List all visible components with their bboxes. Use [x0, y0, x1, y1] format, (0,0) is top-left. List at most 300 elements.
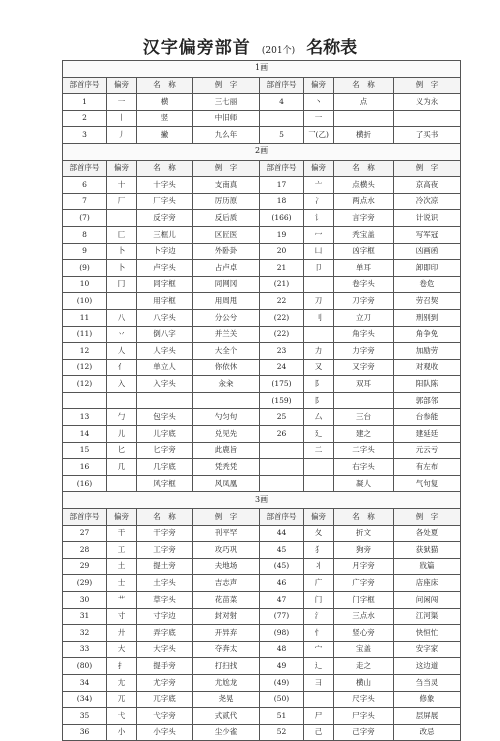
radical-glyph: 阝 — [304, 376, 334, 393]
radical-glyph: 丨 — [107, 110, 137, 127]
stroke-group-row — [63, 143, 461, 160]
radical-glyph — [107, 210, 137, 227]
radical-glyph: 宀 — [304, 641, 334, 658]
radical-number — [260, 110, 304, 127]
radical-name: 风字框 — [137, 475, 193, 492]
example-chars: 式贰代 — [193, 708, 260, 725]
radical-glyph: 刂 — [304, 309, 334, 326]
example-chars: 阳队陈 — [394, 376, 461, 393]
stroke-count-label: 1画 — [63, 61, 461, 78]
radical-number: (98) — [260, 625, 304, 642]
radical-name: 力字旁 — [334, 343, 394, 360]
example-chars: 封对射 — [193, 608, 260, 625]
radical-number: 31 — [63, 608, 107, 625]
radical-name: 狗旁 — [334, 542, 394, 559]
radical-glyph: 凵 — [304, 243, 334, 260]
table-row — [63, 575, 461, 592]
column-header: 名 称 — [137, 77, 193, 94]
example-chars: 有左布 — [394, 459, 461, 476]
radical-number — [260, 442, 304, 459]
radical-glyph: 土 — [107, 558, 137, 575]
radical-name: 卷字头 — [334, 276, 394, 293]
radical-name: 己字旁 — [334, 724, 394, 741]
table-row — [63, 110, 461, 127]
radical-name — [137, 392, 193, 409]
radical-number: 52 — [260, 724, 304, 741]
example-chars: 这边道 — [394, 658, 461, 675]
example-chars: 尘少雀 — [193, 724, 260, 741]
example-chars: 计说识 — [394, 210, 461, 227]
radical-glyph: 夂 — [304, 525, 334, 542]
radical-name: 工字旁 — [137, 542, 193, 559]
table-row — [63, 226, 461, 243]
radical-name: 横折 — [334, 127, 394, 144]
column-header: 部首序号 — [63, 160, 107, 177]
radical-name: 包字头 — [137, 409, 193, 426]
example-chars: 并兰关 — [193, 326, 260, 343]
radical-glyph: 廴 — [304, 426, 334, 443]
table-row — [63, 459, 461, 476]
radical-number: 20 — [260, 243, 304, 260]
example-chars: 劳召契 — [394, 293, 461, 310]
example-chars — [394, 110, 461, 127]
radical-name — [334, 392, 394, 409]
radical-name: 右字头 — [334, 459, 394, 476]
radical-name: 尺字头 — [334, 691, 394, 708]
example-chars: 修象 — [394, 691, 461, 708]
radical-number: 12 — [63, 343, 107, 360]
radical-glyph: 十 — [107, 177, 137, 194]
table-row — [63, 260, 461, 277]
radical-glyph: 犭 — [304, 542, 334, 559]
radical-name: 月字旁 — [334, 558, 394, 575]
radical-glyph: 冫 — [304, 193, 334, 210]
radical-number: 47 — [260, 592, 304, 609]
example-chars: 夫地场 — [193, 558, 260, 575]
radical-number: (9) — [63, 260, 107, 277]
table-row — [63, 708, 461, 725]
radical-glyph: 亠 — [304, 177, 334, 194]
example-chars: 花苗菜 — [193, 592, 260, 609]
radical-name: 倒八字 — [137, 326, 193, 343]
table-row — [63, 193, 461, 210]
radical-number: 29 — [63, 558, 107, 575]
example-chars: 刊平罕 — [193, 525, 260, 542]
radical-glyph: 几 — [107, 459, 137, 476]
table-row — [63, 409, 461, 426]
radical-number: 22 — [260, 293, 304, 310]
column-header: 名 称 — [137, 509, 193, 526]
radical-name: 三框儿 — [137, 226, 193, 243]
radical-number: 16 — [63, 459, 107, 476]
radical-name: 干字旁 — [137, 525, 193, 542]
radical-count: (201个) — [261, 46, 296, 56]
column-header: 偏旁 — [304, 160, 334, 177]
stroke-count-label: 2画 — [63, 143, 461, 160]
radical-glyph — [304, 475, 334, 492]
table-row — [63, 243, 461, 260]
radical-name: 点 — [334, 94, 394, 111]
radical-name: 凝人 — [334, 475, 394, 492]
radical-number: 5 — [260, 127, 304, 144]
radical-glyph: 冖 — [304, 226, 334, 243]
radical-glyph: 厶 — [304, 409, 334, 426]
table-row — [63, 625, 461, 642]
radical-table — [62, 60, 461, 741]
radical-name: 尸字头 — [334, 708, 394, 725]
radical-number: 17 — [260, 177, 304, 194]
example-chars: 三七丽 — [193, 94, 260, 111]
table-row — [63, 641, 461, 658]
radical-name: 又字旁 — [334, 359, 394, 376]
radical-glyph: 扌 — [107, 658, 137, 675]
table-row — [63, 293, 461, 310]
radical-name: 大字头 — [137, 641, 193, 658]
example-chars: 占卢卓 — [193, 260, 260, 277]
title-main: 汉字偏旁部首 — [142, 38, 251, 58]
table-row — [63, 558, 461, 575]
example-chars: 台参能 — [394, 409, 461, 426]
radical-glyph: 勹 — [107, 409, 137, 426]
radical-number: 13 — [63, 409, 107, 426]
radical-name: 宝盖 — [334, 641, 394, 658]
radical-glyph — [304, 691, 334, 708]
radical-glyph: 大 — [107, 641, 137, 658]
radical-glyph: 刀 — [304, 293, 334, 310]
table-row — [63, 442, 461, 459]
table-row — [63, 177, 461, 194]
example-chars: 尤尬龙 — [193, 674, 260, 691]
table-row — [63, 691, 461, 708]
radical-glyph — [107, 475, 137, 492]
radical-number: 2 — [63, 110, 107, 127]
radical-glyph: 卜 — [107, 260, 137, 277]
title-tail: 名称表 — [306, 38, 358, 58]
radical-number: (50) — [260, 691, 304, 708]
radical-glyph: 厂 — [107, 193, 137, 210]
example-chars: 九么年 — [193, 127, 260, 144]
radical-number: (22) — [260, 309, 304, 326]
radical-glyph: 尸 — [304, 708, 334, 725]
radical-number — [63, 392, 107, 409]
radical-glyph: 丿 — [107, 127, 137, 144]
radical-glyph: 匚 — [107, 226, 137, 243]
radical-name: 单耳 — [334, 260, 394, 277]
example-chars: 建延廷 — [394, 426, 461, 443]
radical-number: (29) — [63, 575, 107, 592]
column-header: 部首序号 — [260, 160, 304, 177]
radical-number: (10) — [63, 293, 107, 310]
radical-glyph: 门 — [304, 592, 334, 609]
column-header-row — [63, 77, 461, 94]
stroke-group-row — [63, 492, 461, 509]
example-chars: 郭部邻 — [394, 392, 461, 409]
radical-name: 尤字旁 — [137, 674, 193, 691]
radical-glyph: 忄 — [304, 625, 334, 642]
radical-number: (166) — [260, 210, 304, 227]
example-chars: 加励劳 — [394, 343, 461, 360]
radical-glyph: 入 — [107, 376, 137, 393]
radical-number: 9 — [63, 243, 107, 260]
column-header: 偏旁 — [107, 160, 137, 177]
radical-glyph: 匕 — [107, 442, 137, 459]
radical-glyph: 寸 — [107, 608, 137, 625]
column-header: 名 称 — [137, 160, 193, 177]
example-chars: 大全个 — [193, 343, 260, 360]
radical-glyph: 冂 — [107, 276, 137, 293]
example-chars: 冷次凉 — [394, 193, 461, 210]
example-chars: 反后质 — [193, 210, 260, 227]
example-chars: 卷危 — [394, 276, 461, 293]
radical-name: 反字旁 — [137, 210, 193, 227]
column-header: 例 字 — [193, 160, 260, 177]
radical-number: 48 — [260, 641, 304, 658]
column-header: 例 字 — [193, 509, 260, 526]
example-chars: 刑别到 — [394, 309, 461, 326]
radical-name: 横 — [137, 94, 193, 111]
example-chars: 攻巧巩 — [193, 542, 260, 559]
radical-name: 同字框 — [137, 276, 193, 293]
table-row — [63, 376, 461, 393]
radical-glyph — [304, 276, 334, 293]
radical-glyph: 二 — [304, 442, 334, 459]
column-header: 部首序号 — [63, 509, 107, 526]
radical-glyph: 丷 — [107, 326, 137, 343]
example-chars: 分公兮 — [193, 309, 260, 326]
radical-name: 广字旁 — [334, 575, 394, 592]
radical-name: 双耳 — [334, 376, 394, 393]
radical-glyph: 亻 — [107, 359, 137, 376]
example-chars: 汆籴 — [193, 376, 260, 393]
radical-number: (21) — [260, 276, 304, 293]
radical-number: 32 — [63, 625, 107, 642]
radical-number: (80) — [63, 658, 107, 675]
radical-glyph — [304, 326, 334, 343]
radical-glyph — [107, 392, 137, 409]
radical-name: 提土旁 — [137, 558, 193, 575]
radical-name: 入字头 — [137, 376, 193, 393]
radical-glyph: 一 — [107, 94, 137, 111]
table-row — [63, 326, 461, 343]
example-chars: 问闲闯 — [394, 592, 461, 609]
example-chars: 刍当灵 — [394, 674, 461, 691]
column-header: 部首序号 — [63, 77, 107, 94]
radical-glyph: 弋 — [107, 708, 137, 725]
radical-glyph: 廾 — [107, 625, 137, 642]
table-row — [63, 542, 461, 559]
radical-name: 走之 — [334, 658, 394, 675]
table-row — [63, 475, 461, 492]
column-header: 例 字 — [394, 77, 461, 94]
column-header: 例 字 — [193, 77, 260, 94]
table-row — [63, 94, 461, 111]
radical-glyph: 小 — [107, 724, 137, 741]
radical-name: 刀字旁 — [334, 293, 394, 310]
radical-glyph: 士 — [107, 575, 137, 592]
radical-number: 27 — [63, 525, 107, 542]
radical-glyph: 工 — [107, 542, 137, 559]
radical-name: 言字旁 — [334, 210, 394, 227]
example-chars: 同网冈 — [193, 276, 260, 293]
radical-glyph: 辶 — [304, 658, 334, 675]
example-chars: 元云亏 — [394, 442, 461, 459]
radical-number: 23 — [260, 343, 304, 360]
radical-name: 弋字旁 — [137, 708, 193, 725]
radical-name: 兀字底 — [137, 691, 193, 708]
example-chars: 写军冠 — [394, 226, 461, 243]
radical-glyph: 卩 — [304, 260, 334, 277]
radical-name: 儿字底 — [137, 426, 193, 443]
radical-name: 草字头 — [137, 592, 193, 609]
table-row — [63, 674, 461, 691]
radical-number: (45) — [260, 558, 304, 575]
radical-glyph: 干 — [107, 525, 137, 542]
radical-glyph: 阝 — [304, 392, 334, 409]
radical-number: (159) — [260, 392, 304, 409]
radical-name: 竖 — [137, 110, 193, 127]
table-row — [63, 127, 461, 144]
radical-name — [334, 110, 394, 127]
example-chars: 夺奔太 — [193, 641, 260, 658]
table-row — [63, 608, 461, 625]
example-chars: 支南真 — [193, 177, 260, 194]
column-header: 部首序号 — [260, 509, 304, 526]
radical-number: 36 — [63, 724, 107, 741]
radical-number: 28 — [63, 542, 107, 559]
column-header-row — [63, 160, 461, 177]
radical-name: 撇 — [137, 127, 193, 144]
example-chars: 获狱猫 — [394, 542, 461, 559]
stroke-group-row — [63, 61, 461, 78]
table-row — [63, 210, 461, 227]
table-row — [63, 359, 461, 376]
radical-name: 厂字头 — [137, 193, 193, 210]
table-row — [63, 343, 461, 360]
radical-number: 44 — [260, 525, 304, 542]
example-chars: 戕篇 — [394, 558, 461, 575]
example-chars: 此鹿旨 — [193, 442, 260, 459]
example-chars: 厉历原 — [193, 193, 260, 210]
radical-glyph: 力 — [304, 343, 334, 360]
example-chars: 外卧卦 — [193, 243, 260, 260]
example-chars: 开异弃 — [193, 625, 260, 642]
radical-glyph: 儿 — [107, 426, 137, 443]
example-chars: 吉志声 — [193, 575, 260, 592]
radical-name: 人字头 — [137, 343, 193, 360]
column-header: 部首序号 — [260, 77, 304, 94]
radical-glyph: 彐 — [304, 674, 334, 691]
radical-glyph: 乛(乙) — [304, 127, 334, 144]
radical-number: (175) — [260, 376, 304, 393]
example-chars: 用周甩 — [193, 293, 260, 310]
radical-name: 点横头 — [334, 177, 394, 194]
column-header-row — [63, 509, 461, 526]
example-chars: 风凤凰 — [193, 475, 260, 492]
radical-name: 十字头 — [137, 177, 193, 194]
example-chars: 凭秃凭 — [193, 459, 260, 476]
radical-name: 匕字旁 — [137, 442, 193, 459]
table-row — [63, 658, 461, 675]
stroke-count-label: 3画 — [63, 492, 461, 509]
example-chars: 快恒忙 — [394, 625, 461, 642]
radical-number: 30 — [63, 592, 107, 609]
column-header: 偏旁 — [304, 509, 334, 526]
radical-name: 单立人 — [137, 359, 193, 376]
radical-number: 15 — [63, 442, 107, 459]
radical-name: 卜字边 — [137, 243, 193, 260]
column-header: 偏旁 — [107, 509, 137, 526]
radical-name: 三点水 — [334, 608, 394, 625]
radical-glyph: 又 — [304, 359, 334, 376]
radical-name: 三台 — [334, 409, 394, 426]
example-chars: 安字家 — [394, 641, 461, 658]
example-chars: 打扫找 — [193, 658, 260, 675]
radical-glyph: 一 — [304, 110, 334, 127]
radical-number: 8 — [63, 226, 107, 243]
column-header: 偏旁 — [304, 77, 334, 94]
radical-number: 49 — [260, 658, 304, 675]
example-chars: 凶画函 — [394, 243, 461, 260]
example-chars: 兑见先 — [193, 426, 260, 443]
radical-number: 19 — [260, 226, 304, 243]
radical-name: 立刀 — [334, 309, 394, 326]
radical-name: 门字框 — [334, 592, 394, 609]
radical-number: (12) — [63, 376, 107, 393]
radical-number: 21 — [260, 260, 304, 277]
radical-glyph: 讠 — [304, 210, 334, 227]
radical-number: 10 — [63, 276, 107, 293]
radical-number: 1 — [63, 94, 107, 111]
radical-glyph: 人 — [107, 343, 137, 360]
radical-name: 竖心旁 — [334, 625, 394, 642]
radical-glyph: 丶 — [304, 94, 334, 111]
radical-number: (12) — [63, 359, 107, 376]
radical-number — [260, 459, 304, 476]
page-title — [0, 33, 500, 58]
radical-number: 34 — [63, 674, 107, 691]
example-chars: 义为永 — [394, 94, 461, 111]
radical-glyph: 己 — [304, 724, 334, 741]
radical-number: (22) — [260, 326, 304, 343]
example-chars: 江河渠 — [394, 608, 461, 625]
radical-number: 18 — [260, 193, 304, 210]
example-chars: 你依休 — [193, 359, 260, 376]
radical-number: 11 — [63, 309, 107, 326]
example-chars: 层屏展 — [394, 708, 461, 725]
radical-number: 46 — [260, 575, 304, 592]
radical-glyph — [107, 293, 137, 310]
radical-glyph: 氵 — [304, 608, 334, 625]
example-chars: 改忌 — [394, 724, 461, 741]
table-row — [63, 592, 461, 609]
radical-name: 弄字底 — [137, 625, 193, 642]
radical-number: 3 — [63, 127, 107, 144]
column-header: 名 称 — [334, 77, 394, 94]
column-header: 偏旁 — [107, 77, 137, 94]
radical-glyph: 艹 — [107, 592, 137, 609]
radical-glyph: 卜 — [107, 243, 137, 260]
column-header: 例 字 — [394, 509, 461, 526]
example-chars: 卸即印 — [394, 260, 461, 277]
column-header: 名 称 — [334, 509, 394, 526]
radical-glyph: 丬 — [304, 558, 334, 575]
radical-name: 几字底 — [137, 459, 193, 476]
example-chars — [193, 392, 260, 409]
radical-number: 35 — [63, 708, 107, 725]
example-chars: 对观收 — [394, 359, 461, 376]
example-chars: 尧晃 — [193, 691, 260, 708]
radical-number: 33 — [63, 641, 107, 658]
